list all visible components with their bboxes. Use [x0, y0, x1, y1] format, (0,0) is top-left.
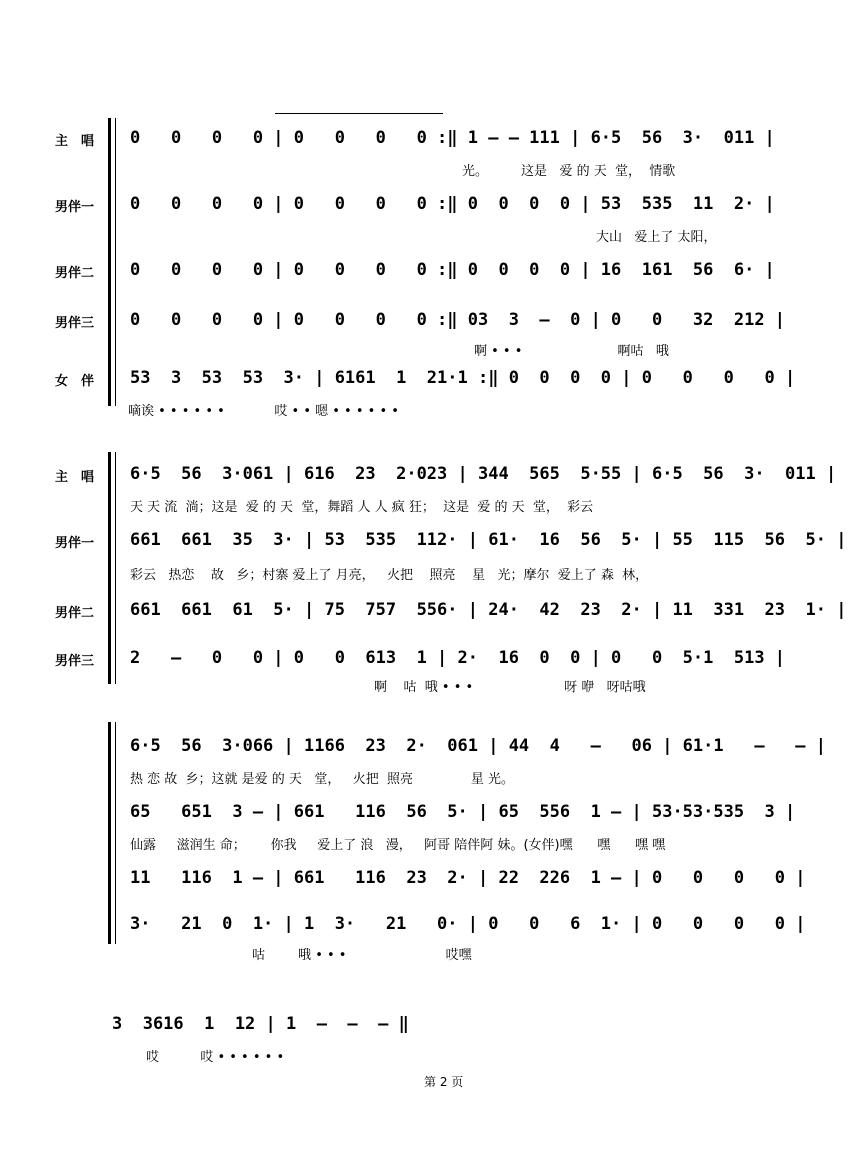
system1-male1-lyrics: 大山 爱上了 太阳， — [596, 230, 717, 245]
system4-lyrics: 哎 哎 • • • • • • — [146, 1050, 285, 1065]
system1-male3-lyrics: 啊 • • • 啊咕 哦 — [474, 344, 669, 359]
system2-male3-notes: 2 – 0 0 | 0 0 613 1 | 2· 16 0 0 | 0 0 5·1 513 | — [130, 648, 786, 668]
part-label-male2: 男伴二 — [55, 266, 95, 281]
part-label-male3: 男伴三 — [55, 316, 95, 331]
system2-male1-notes: 661 661 35 3· | 53 535 112· | 61· 16 56 5· | 55 115 56 5· | — [130, 530, 847, 550]
system1-bracket-line — [115, 118, 116, 406]
system1-brace — [108, 118, 111, 406]
system3-male2-notes: 11 116 1 – | 661 116 23 2· | 22 226 1 – | 0 0 0 0 | — [130, 868, 806, 888]
system1-lead-lyrics: 光。 这是 爱 的 天 堂， 情歌 — [462, 164, 676, 179]
system2-lead-lyrics: 天 天 流 淌；这是 爱 的 天 堂，舞蹈 人 人 疯 狂； 这是 爱 的 天 堂， 彩云 — [130, 500, 594, 515]
system3-bracket-line — [115, 722, 116, 944]
system1-male2-notes: 0 0 0 0 | 0 0 0 0 :‖ 0 0 0 0 | 16 161 56 6· | — [130, 260, 775, 280]
system3-male1-lyrics: 仙露 滋润生 命； 你我 爱上了 浪 漫， 阿哥 陪伴阿 妹。(女伴)嘿 嘿 嘿 嘿 — [130, 838, 666, 853]
system1-lead-notes: 0 0 0 0 | 0 0 0 0 :‖ 1 – – 111 | 6·5 56 3· 011 | — [130, 128, 775, 148]
system3-lead-notes: 6·5 56 3·066 | 1166 23 2· 061 | 44 4 – 06 | 61·1 – – | — [130, 736, 826, 756]
system1-volta-line — [275, 113, 443, 114]
system1-female-lyrics: 嘀诶 • • • • • • 哎 • • 嗯 • • • • • • — [128, 404, 399, 419]
system1-female-notes: 53 3 53 53 3· | 6161 1 21·1 :‖ 0 0 0 0 | 0 0 0 0 | — [130, 368, 796, 388]
page-number: 第 2 页 — [424, 1075, 464, 1089]
system3-brace — [108, 722, 111, 944]
system1-male3-notes: 0 0 0 0 | 0 0 0 0 :‖ 03 3 – 0 | 0 0 32 212 | — [130, 310, 786, 330]
system4-notes: 3 3616 1 12 | 1 – – – ‖ — [112, 1014, 409, 1034]
system3-male1-notes: 65 651 3 – | 661 116 56 5· | 65 556 1 – | 53·53·535 3 | — [130, 802, 796, 822]
part-label-lead: 主 唱 — [55, 470, 95, 485]
part-label-male1: 男伴一 — [55, 200, 95, 215]
part-label-lead: 主 唱 — [55, 134, 95, 149]
system3-lead-lyrics: 热 恋 故 乡；这就 是爱 的 天 堂， 火把 照亮 星 光。 — [130, 772, 514, 787]
system2-lead-notes: 6·5 56 3·061 | 616 23 2·023 | 344 565 5·55 | 6·5 56 3· 011 | — [130, 464, 837, 484]
system2-male3-lyrics: 啊 咕 哦 • • • 呀 咿 呀咕哦 — [374, 680, 646, 695]
system3-male3-notes: 3· 21 0 1· | 1 3· 21 0· | 0 0 6 1· | 0 0 0 0 | — [130, 914, 806, 934]
system2-male1-lyrics: 彩云 热恋 故 乡；村寨 爱上了 月亮， 火把 照亮 星 光；摩尔 爱上了 森 林， — [130, 568, 649, 583]
system2-brace — [108, 452, 111, 684]
system3-male3-lyrics: 咕 哦 • • • 哎嘿 — [252, 948, 472, 963]
system1-male1-notes: 0 0 0 0 | 0 0 0 0 :‖ 0 0 0 0 | 53 535 11 2· | — [130, 194, 775, 214]
part-label-male2: 男伴二 — [55, 606, 95, 621]
part-label-male3: 男伴三 — [55, 654, 95, 669]
part-label-male1: 男伴一 — [55, 536, 95, 551]
system2-male2-notes: 661 661 61 5· | 75 757 556· | 24· 42 23 2· | 11 331 23 1· | — [130, 600, 847, 620]
part-label-female: 女 伴 — [55, 374, 95, 389]
system2-bracket-line — [115, 452, 116, 684]
